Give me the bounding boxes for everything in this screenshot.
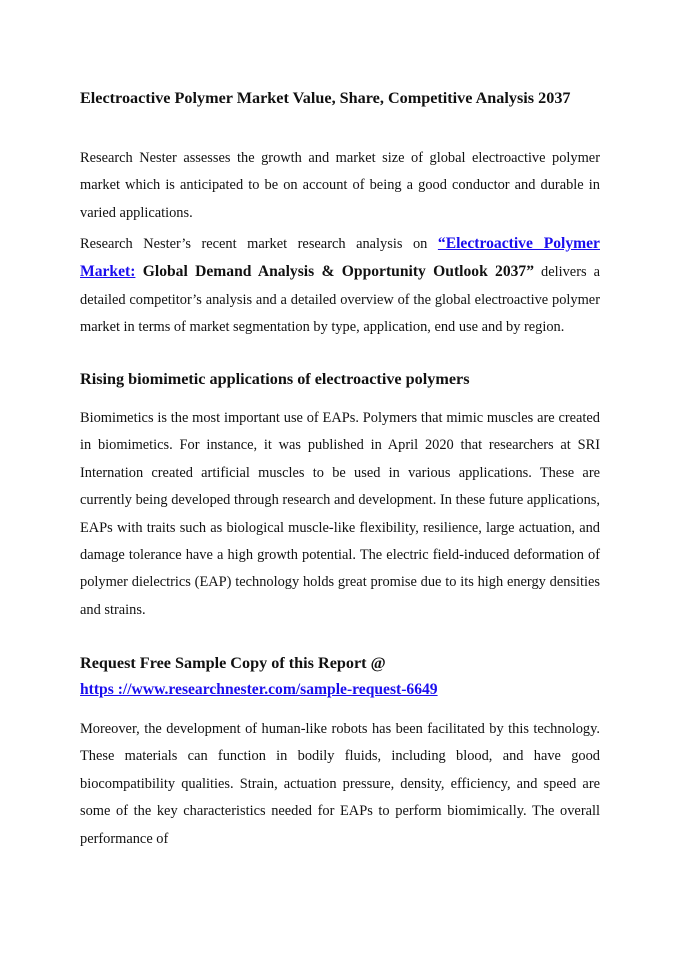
robots-paragraph: Moreover, the development of human-like robots has been facilitated by this technology. These materials can function in bodily fluids, including blood, and have good biocompatibility qualities. Strain, actuation pressure, density, efficiency, and speed are some of the key characteristics needed for EAPs to perform biomimically. The overall performance of: [80, 721, 600, 847]
analysis-paragraph: [80, 230, 600, 342]
report-title: Global Demand Analysis & Opportunity Outlook 2037”: [135, 263, 535, 281]
section-heading: Rising biomimetic applications of electroactive polymers: [80, 370, 470, 388]
intro-paragraph: Research Nester assesses the growth and market size of global electroactive polymer market which is anticipated to be on account of being a good conductor and durable in varied applications.: [80, 150, 600, 221]
biomimetics-paragraph: Biomimetics is the most important use of EAPs. Polymers that mimic muscles are created in biomimetics. For instance, it was published in April 2020 that researchers at SRI Internation created artificial muscles to be used in various applications. These are currently being developed through research and development. In these future applications, EAPs with traits such as biological muscle-like flexibility, resilience, large actuation, and damage tolerance have a high growth potential. The electric field-induced deformation of polymer dielectrics (EAP) technology holds great promise due to its high energy densities and strains.: [80, 410, 600, 618]
analysis-rest: delivers a detailed competitor’s analysis and a detailed overview of the global electroactive polymer market in terms of market segmentation by type, application, end use and by region.: [80, 264, 600, 336]
sample-request-link[interactable]: https ://www.researchnester.com/sample-request-6649: [80, 681, 438, 698]
page-title: Electroactive Polymer Market Value, Share, Competitive Analysis 2037: [80, 89, 571, 107]
analysis-lead: Research Nester’s recent market research analysis on: [80, 236, 438, 252]
report-link[interactable]: “Electroactive Polymer Market:: [80, 235, 600, 281]
sample-request-label: Request Free Sample Copy of this Report @: [80, 654, 386, 672]
